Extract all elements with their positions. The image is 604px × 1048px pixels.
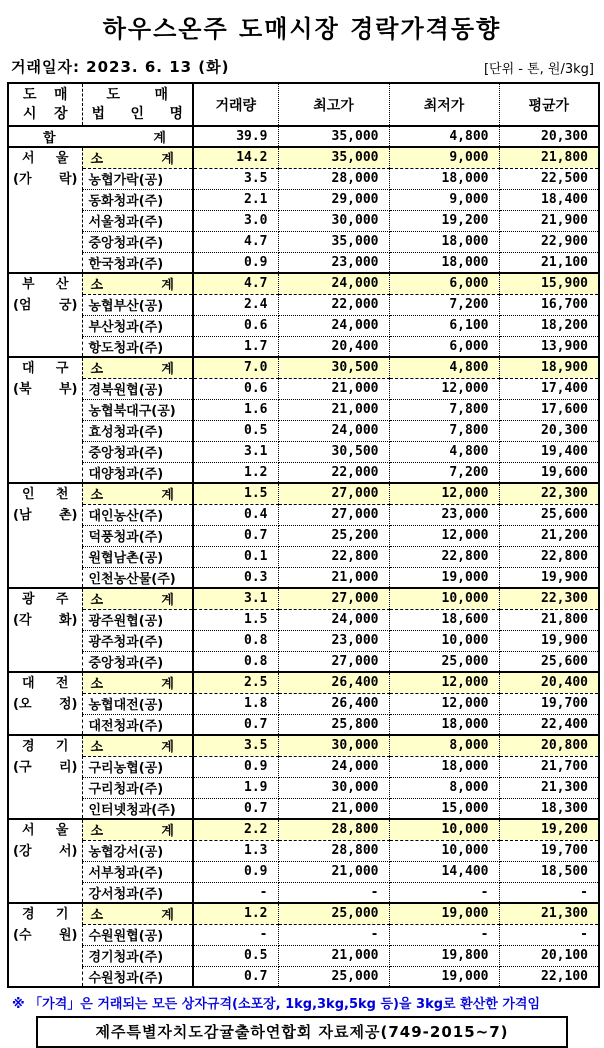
high-cell: 21,000 [278,567,389,588]
high-cell: 24,000 [278,756,389,777]
avg-cell: 19,200 [499,819,599,840]
subtotal-row [8,357,599,378]
corp-name-cell: 구리청과(주) [82,777,193,798]
price-table [7,82,600,988]
corp-name-cell: 농협북대구(공) [82,399,193,420]
subtotal-row [8,147,599,168]
table-row [8,399,599,420]
volume-cell: 2.2 [193,819,278,840]
subtotal-label: 소 계 [82,357,193,378]
high-cell: 22,800 [278,546,389,567]
market-header-line1: 도 매 [23,86,68,103]
table-row [8,777,599,798]
volume-cell: 0.7 [193,798,278,819]
volume-cell: 0.1 [193,546,278,567]
corp-name-cell: 서울청과(주) [82,210,193,231]
low-cell: 18,000 [389,252,499,273]
market-cell [8,819,82,903]
avg-cell: 16,700 [499,294,599,315]
volume-cell: 0.7 [193,714,278,735]
volume-cell: 0.7 [193,966,278,987]
page-title: 하우스온주 도매시장 경락가격동향 [102,15,502,43]
market-cell [8,273,82,357]
col-header-low: 최저가 [389,83,499,126]
volume-cell: 1.5 [193,609,278,630]
high-cell: 27,000 [278,651,389,672]
corp-name-cell: 경기청과(주) [82,945,193,966]
table-row [8,315,599,336]
corp-name-cell: 경북원협(공) [82,378,193,399]
provider-box: 제주특별자치도감귤출하연합회 자료제공(749-2015~7) [36,1016,568,1048]
corp-name-cell: 대양청과(주) [82,462,193,483]
subtotal-label: 소 계 [82,672,193,693]
table-row [8,630,599,651]
market-cell [8,735,82,819]
high-cell: 30,000 [278,777,389,798]
low-cell: 25,000 [389,651,499,672]
subtotal-row [8,483,599,504]
table-row [8,462,599,483]
avg-cell: 20,800 [499,735,599,756]
table-row [8,924,599,945]
col-header-market [8,83,82,126]
market-name-line2: (강 서) [13,844,78,859]
high-cell: 30,500 [278,357,389,378]
low-cell: 10,000 [389,588,499,609]
avg-cell: 22,100 [499,966,599,987]
table-row [8,882,599,903]
avg-cell: 18,500 [499,861,599,882]
low-cell: 6,000 [389,273,499,294]
high-cell: 27,000 [278,483,389,504]
market-name-line2: (가 락) [13,172,78,187]
table-row [8,798,599,819]
high-cell: 22,000 [278,462,389,483]
high-cell: 20,400 [278,336,389,357]
avg-cell: 21,800 [499,609,599,630]
col-header-avg: 평균가 [499,83,599,126]
avg-cell: 19,600 [499,462,599,483]
low-cell: 14,400 [389,861,499,882]
low-cell: 18,600 [389,609,499,630]
low-cell: 10,000 [389,819,499,840]
low-cell: 18,000 [389,756,499,777]
high-cell: - [278,882,389,903]
avg-cell: 22,900 [499,231,599,252]
high-cell: 24,000 [278,609,389,630]
table-row [8,420,599,441]
avg-cell: 25,600 [499,504,599,525]
avg-cell: - [499,924,599,945]
low-cell: 18,000 [389,231,499,252]
low-cell: - [389,924,499,945]
low-cell: 7,800 [389,420,499,441]
volume-cell: 1.2 [193,903,278,924]
market-cell [8,588,82,672]
corp-name-cell: 수원청과(주) [82,966,193,987]
avg-cell: 22,400 [499,714,599,735]
volume-cell: 3.1 [193,441,278,462]
market-header-line2: 시 장 [23,105,68,122]
table-row [8,210,599,231]
market-name-line2: (남 촌) [13,508,78,523]
subtotal-label: 소 계 [82,147,193,168]
high-cell: 28,000 [278,168,389,189]
volume-cell: 1.2 [193,462,278,483]
price-footnote: ※ 「가격」은 거래되는 모든 상자규격(소포장, 1kg,3kg,5kg 등)을 3kg로 환산한 가격임 [12,997,541,1012]
table-row [8,252,599,273]
table-row [8,189,599,210]
corp-name-cell: 광주원협(공) [82,609,193,630]
col-header-high: 최고가 [278,83,389,126]
avg-cell: 21,900 [499,210,599,231]
volume-cell: 0.7 [193,525,278,546]
low-cell: 7,200 [389,462,499,483]
avg-cell: 20,400 [499,672,599,693]
table-body [8,126,599,987]
total-label: 합 계 [8,126,193,147]
high-cell: 21,000 [278,861,389,882]
market-name-line2: (수 원) [13,928,78,943]
avg-cell: 22,800 [499,546,599,567]
trade-date-label: 거래일자: 2023. 6. 13 (화) [11,58,230,76]
table-row [8,651,599,672]
low-cell: 12,000 [389,672,499,693]
table-row [8,231,599,252]
market-cell [8,672,82,735]
market-cell [8,903,82,987]
table-row [8,609,599,630]
avg-cell: 19,900 [499,630,599,651]
volume-cell: 1.3 [193,840,278,861]
subtotal-row [8,273,599,294]
low-cell: 19,000 [389,966,499,987]
high-cell: 26,400 [278,693,389,714]
table-row [8,294,599,315]
high-cell: 27,000 [278,504,389,525]
avg-cell: 18,300 [499,798,599,819]
table-row [8,504,599,525]
table-row [8,714,599,735]
volume-cell: 3.5 [193,168,278,189]
avg-cell: 19,400 [499,441,599,462]
corp-name-cell: 인터넷청과(주) [82,798,193,819]
market-name-line2: (오 정) [13,697,78,712]
low-cell: 8,000 [389,777,499,798]
high-cell: 23,000 [278,252,389,273]
low-cell: 15,000 [389,798,499,819]
volume-cell: 7.0 [193,357,278,378]
avg-cell: 21,700 [499,756,599,777]
avg-cell: 19,700 [499,840,599,861]
avg-cell: 22,300 [499,483,599,504]
avg-cell: 18,900 [499,357,599,378]
volume-cell: 2.5 [193,672,278,693]
corp-name-cell: 광주청과(주) [82,630,193,651]
volume-cell: 0.6 [193,378,278,399]
market-name-line1: 광 주 [22,592,69,607]
corp-name-cell: 농협강서(공) [82,840,193,861]
high-cell: 21,000 [278,399,389,420]
total-avg-cell: 20,300 [499,126,599,147]
total-volume-cell: 39.9 [193,126,278,147]
low-cell: 6,000 [389,336,499,357]
volume-cell: 1.8 [193,693,278,714]
volume-cell: - [193,882,278,903]
volume-cell: 1.7 [193,336,278,357]
corp-name-cell: 대전청과(주) [82,714,193,735]
high-cell: 30,000 [278,210,389,231]
low-cell: 4,800 [389,441,499,462]
corp-name-cell: 구리농협(공) [82,756,193,777]
subtotal-label: 소 계 [82,483,193,504]
high-cell: 35,000 [278,147,389,168]
high-cell: 26,400 [278,672,389,693]
avg-cell: - [499,882,599,903]
corp-name-cell: 중앙청과(주) [82,441,193,462]
high-cell: 27,000 [278,588,389,609]
market-name-line1: 서 울 [22,151,69,166]
volume-cell: 0.8 [193,630,278,651]
table-row [8,336,599,357]
corp-name-cell: 원협남촌(공) [82,546,193,567]
avg-cell: 17,600 [499,399,599,420]
low-cell: 19,000 [389,903,499,924]
avg-cell: 18,200 [499,315,599,336]
market-name-line1: 부 산 [22,277,69,292]
corp-name-cell: 수원원협(공) [82,924,193,945]
low-cell: 10,000 [389,840,499,861]
table-row [8,441,599,462]
low-cell: 4,800 [389,357,499,378]
market-cell [8,147,82,273]
low-cell: 19,200 [389,210,499,231]
corp-name-cell: 동화청과(주) [82,189,193,210]
low-cell: 8,000 [389,735,499,756]
high-cell: 24,000 [278,420,389,441]
low-cell: 9,000 [389,189,499,210]
volume-cell: 3.5 [193,735,278,756]
corp-name-cell: 부산청과(주) [82,315,193,336]
volume-cell: 1.9 [193,777,278,798]
table-row [8,546,599,567]
avg-cell: 15,900 [499,273,599,294]
subtotal-row [8,903,599,924]
high-cell: 25,200 [278,525,389,546]
table-row [8,756,599,777]
volume-cell: 1.5 [193,483,278,504]
subtotal-label: 소 계 [82,273,193,294]
corp-name-cell: 농협가락(공) [82,168,193,189]
table-row [8,525,599,546]
avg-cell: 19,700 [499,693,599,714]
low-cell: 12,000 [389,483,499,504]
market-name-line1: 인 천 [22,487,69,502]
table-header [8,83,599,126]
volume-cell: 2.4 [193,294,278,315]
corp-header-line2: 법 인 명 [91,105,183,122]
high-cell: 24,000 [278,273,389,294]
high-cell: 21,000 [278,798,389,819]
subtotal-row [8,672,599,693]
avg-cell: 22,500 [499,168,599,189]
low-cell: - [389,882,499,903]
low-cell: 22,800 [389,546,499,567]
market-cell [8,483,82,588]
volume-cell: 0.9 [193,861,278,882]
corp-name-cell: 농협대전(공) [82,693,193,714]
corp-name-cell: 항도청과(주) [82,336,193,357]
meta-row [11,56,594,77]
subtotal-label: 소 계 [82,588,193,609]
market-name-line1: 대 전 [22,676,69,691]
high-cell: 25,000 [278,903,389,924]
high-cell: 29,000 [278,189,389,210]
low-cell: 18,000 [389,714,499,735]
low-cell: 9,000 [389,147,499,168]
corp-name-cell: 농협부산(공) [82,294,193,315]
volume-cell: 4.7 [193,231,278,252]
corp-name-cell: 인천농산물(주) [82,567,193,588]
volume-cell: - [193,924,278,945]
unit-label: [단위 - 톤, 원/3kg] [483,62,594,77]
low-cell: 7,200 [389,294,499,315]
volume-cell: 0.3 [193,567,278,588]
low-cell: 18,000 [389,168,499,189]
corp-name-cell: 효성청과(주) [82,420,193,441]
high-cell: 30,000 [278,735,389,756]
low-cell: 7,800 [389,399,499,420]
table-row [8,693,599,714]
market-name-line2: (각 화) [13,613,78,628]
col-header-corp [82,83,193,126]
market-name-line2: (엄 궁) [13,298,78,313]
market-cell [8,357,82,483]
corp-header-line1: 도 매 [106,86,168,103]
volume-cell: 0.8 [193,651,278,672]
market-name-line1: 대 구 [22,361,69,376]
low-cell: 23,000 [389,504,499,525]
avg-cell: 25,600 [499,651,599,672]
subtotal-row [8,819,599,840]
low-cell: 12,000 [389,525,499,546]
low-cell: 12,000 [389,693,499,714]
market-name-line1: 경 기 [22,739,69,754]
low-cell: 19,000 [389,567,499,588]
avg-cell: 21,200 [499,525,599,546]
table-row [8,966,599,987]
high-cell: 25,800 [278,714,389,735]
volume-cell: 1.6 [193,399,278,420]
high-cell: 21,000 [278,945,389,966]
avg-cell: 22,300 [499,588,599,609]
high-cell: 25,000 [278,966,389,987]
high-cell: 22,000 [278,294,389,315]
total-high-cell: 35,000 [278,126,389,147]
avg-cell: 20,100 [499,945,599,966]
volume-cell: 0.6 [193,315,278,336]
high-cell: - [278,924,389,945]
table-row [8,840,599,861]
subtotal-row [8,588,599,609]
low-cell: 19,800 [389,945,499,966]
avg-cell: 21,100 [499,252,599,273]
total-low-cell: 4,800 [389,126,499,147]
avg-cell: 21,300 [499,903,599,924]
volume-cell: 4.7 [193,273,278,294]
avg-cell: 17,400 [499,378,599,399]
subtotal-label: 소 계 [82,903,193,924]
table-row [8,378,599,399]
market-name-line1: 서 울 [22,823,69,838]
subtotal-label: 소 계 [82,735,193,756]
corp-name-cell: 중앙청과(주) [82,651,193,672]
low-cell: 12,000 [389,378,499,399]
volume-cell: 0.5 [193,420,278,441]
high-cell: 21,000 [278,378,389,399]
total-row [8,126,599,147]
header-row [8,83,599,126]
avg-cell: 18,400 [499,189,599,210]
market-name-line2: (구 리) [13,760,78,775]
corp-name-cell: 덕풍청과(주) [82,525,193,546]
corp-name-cell: 한국청과(주) [82,252,193,273]
table-row [8,168,599,189]
corp-name-cell: 대인농산(주) [82,504,193,525]
market-name-line1: 경 기 [22,907,69,922]
volume-cell: 0.9 [193,252,278,273]
high-cell: 28,800 [278,840,389,861]
low-cell: 10,000 [389,630,499,651]
volume-cell: 14.2 [193,147,278,168]
avg-cell: 13,900 [499,336,599,357]
volume-cell: 3.0 [193,210,278,231]
volume-cell: 0.9 [193,756,278,777]
volume-cell: 0.5 [193,945,278,966]
high-cell: 24,000 [278,315,389,336]
table-row [8,945,599,966]
volume-cell: 0.4 [193,504,278,525]
volume-cell: 3.1 [193,588,278,609]
high-cell: 28,800 [278,819,389,840]
high-cell: 23,000 [278,630,389,651]
col-header-volume: 거래량 [193,83,278,126]
high-cell: 30,500 [278,441,389,462]
subtotal-row [8,735,599,756]
table-row [8,861,599,882]
volume-cell: 2.1 [193,189,278,210]
table-row [8,567,599,588]
avg-cell: 19,900 [499,567,599,588]
low-cell: 6,100 [389,315,499,336]
corp-name-cell: 중앙청과(주) [82,231,193,252]
corp-name-cell: 강서청과(주) [82,882,193,903]
avg-cell: 21,800 [499,147,599,168]
corp-name-cell: 서부청과(주) [82,861,193,882]
subtotal-label: 소 계 [82,819,193,840]
avg-cell: 21,300 [499,777,599,798]
avg-cell: 20,300 [499,420,599,441]
high-cell: 35,000 [278,231,389,252]
market-name-line2: (북 부) [13,382,78,397]
